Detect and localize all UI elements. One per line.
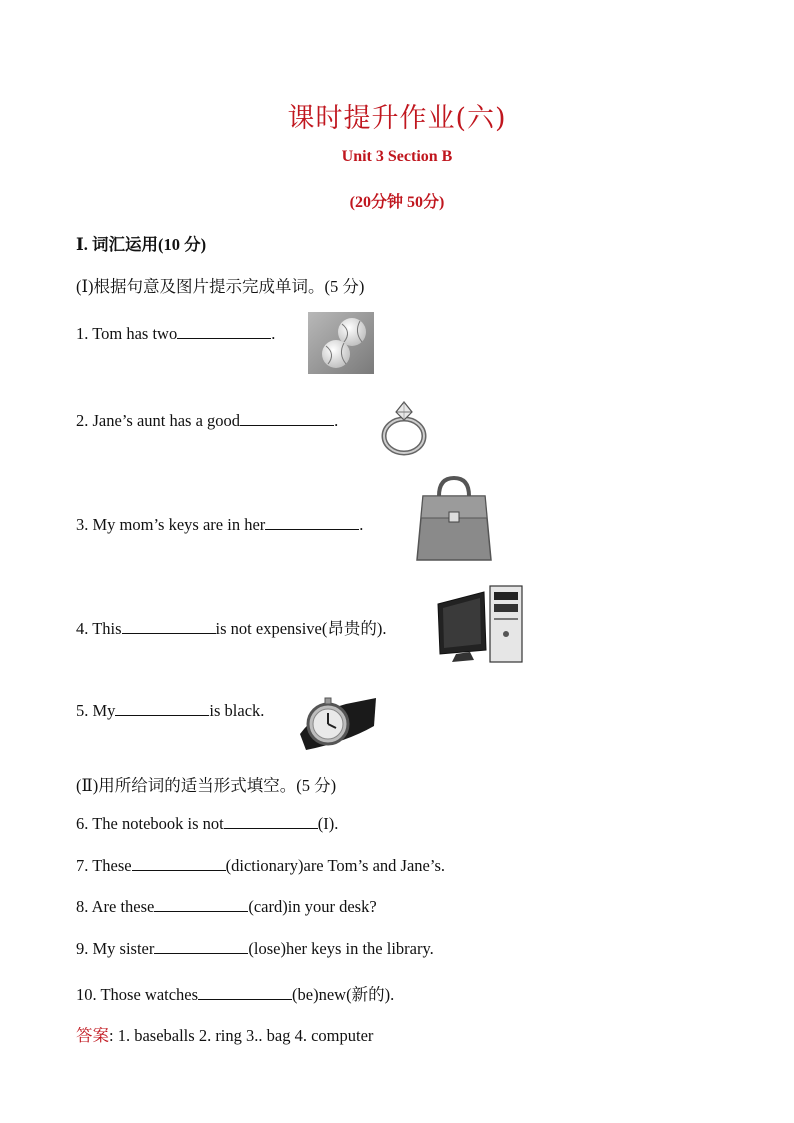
question-2: 2. Jane’s aunt has a good .	[76, 411, 339, 430]
part-a-instruction: (Ⅰ)根据句意及图片提示完成单词。(5 分)	[76, 277, 365, 296]
answer-label: 答案	[76, 1026, 109, 1045]
answer-line	[76, 1022, 373, 1046]
question-10: 10. Those watches (be)new(新的).	[76, 985, 395, 1004]
question-8: 8. Are these (card)in your desk?	[76, 897, 377, 916]
page-title: 课时提升作业(六)	[287, 103, 507, 134]
answer-blank[interactable]	[240, 411, 334, 426]
answer-blank[interactable]	[265, 515, 359, 530]
bag-image	[415, 474, 493, 562]
answer-blank[interactable]	[154, 939, 248, 954]
answer-blank[interactable]	[177, 324, 271, 339]
computer-image	[434, 584, 526, 664]
question-4: 4. This is not expensive(昂贵的).	[76, 619, 387, 638]
answer-blank[interactable]	[198, 985, 292, 1000]
answer-blank[interactable]	[154, 897, 248, 912]
section-heading: Ⅰ. 词汇运用(10 分)	[76, 235, 207, 254]
question-3: 3. My mom’s keys are in her .	[76, 515, 364, 534]
answer-blank[interactable]	[132, 856, 226, 871]
question-6: 6. The notebook is not (I).	[76, 814, 339, 833]
answer-text: : 1. baseballs 2. ring 3.. bag 4. computer	[109, 1026, 374, 1045]
part-b-instruction: (Ⅱ)用所给词的适当形式填空。(5 分)	[76, 776, 337, 795]
question-1: 1. Tom has two .	[76, 324, 276, 343]
answer-blank[interactable]	[224, 814, 318, 829]
time-subtitle: (20分钟 50分)	[349, 194, 445, 211]
baseballs-image	[308, 312, 374, 374]
answer-blank[interactable]	[115, 701, 209, 716]
question-5: 5. My is black.	[76, 701, 265, 720]
question-7: 7. These (dictionary)are Tom’s and Jane’s.	[76, 856, 445, 875]
unit-subtitle: Unit 3 Section B	[341, 148, 453, 165]
watch-image	[296, 686, 378, 752]
question-9: 9. My sister (lose)her keys in the library.	[76, 939, 434, 958]
answer-blank[interactable]	[122, 619, 216, 634]
ring-image	[378, 398, 434, 458]
